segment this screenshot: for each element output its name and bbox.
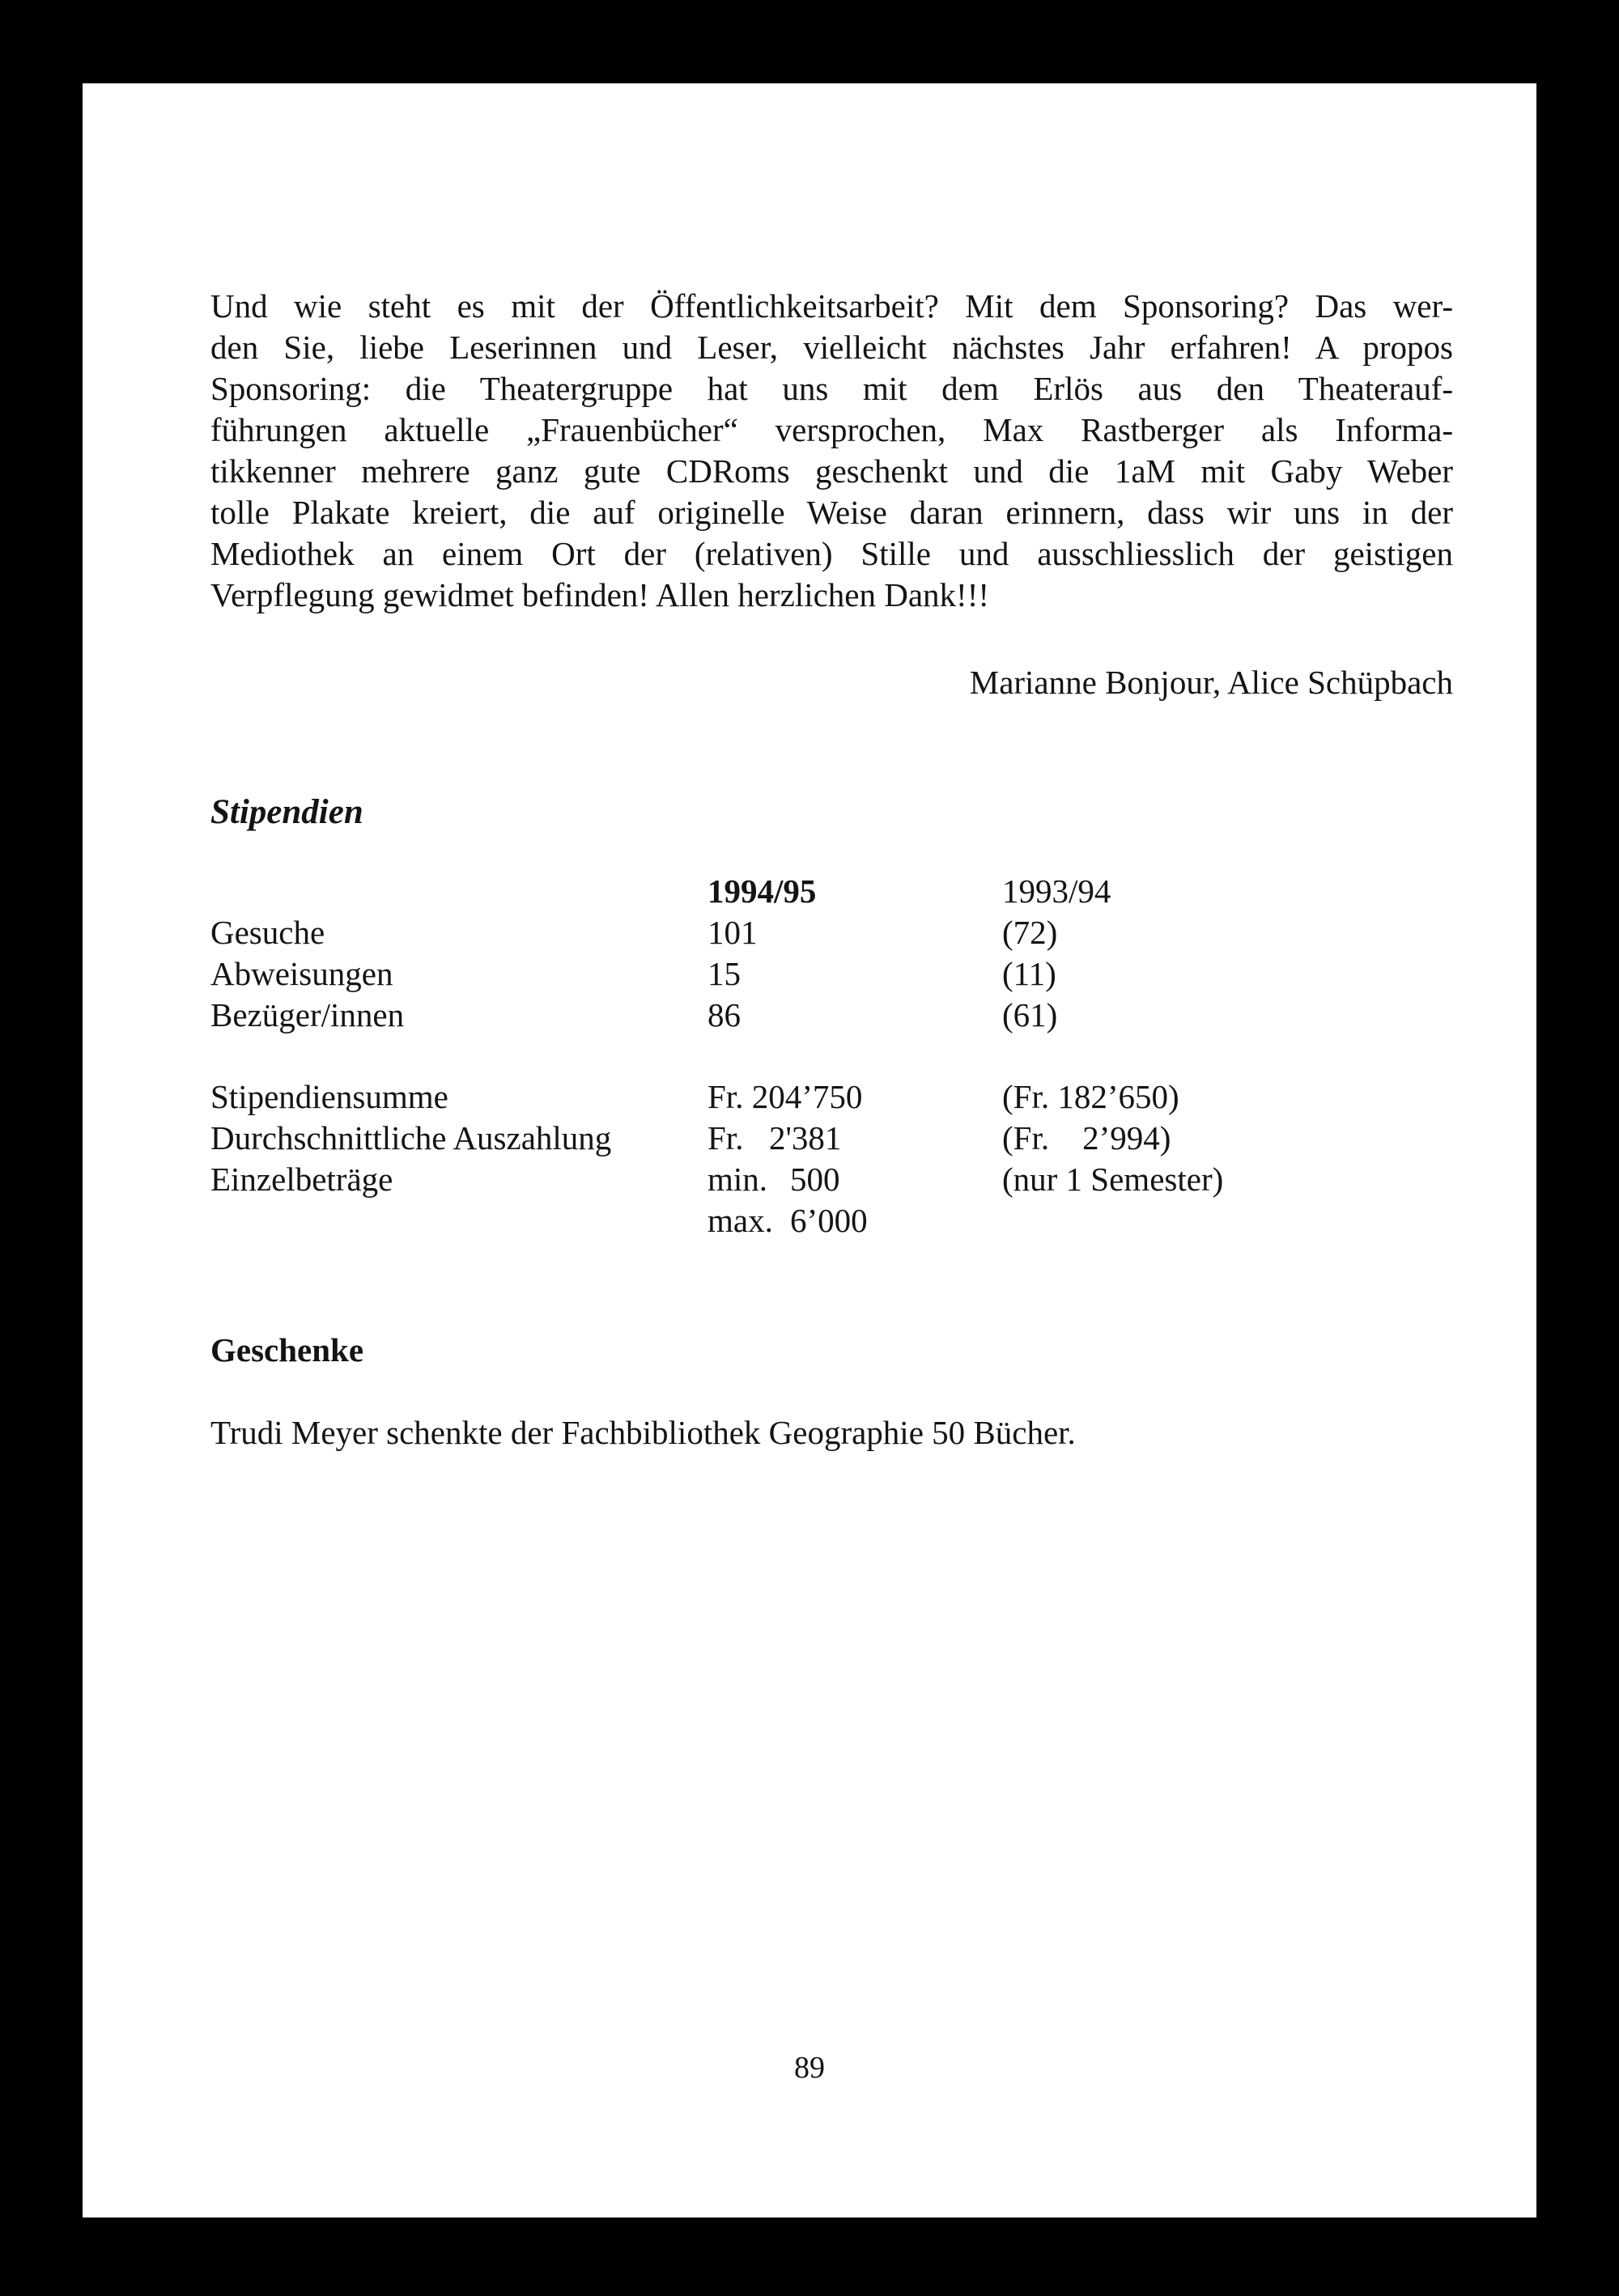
amount-prefix: Fr. xyxy=(708,1119,744,1156)
amount-prefix: max. xyxy=(708,1202,773,1239)
amount-value: 500 xyxy=(790,1161,840,1198)
header-current-year: 1994/95 xyxy=(708,872,817,910)
row-current xyxy=(708,1118,841,1159)
row-label: Abweisungen xyxy=(210,955,393,992)
row-label: Einzelbeträge xyxy=(210,1161,393,1198)
row-previous: (61) xyxy=(1002,996,1058,1033)
paragraph-line: Verpflegung gewidmet befinden! Allen herzlichen Dank!!! xyxy=(210,576,989,613)
row-current xyxy=(708,1159,840,1200)
row-label: Stipendiensumme xyxy=(210,1078,448,1115)
paragraph-line: Und wie steht es mit der Öffentlichkeitsarbeit? Mit dem Sponsoring? Das wer- xyxy=(210,287,1453,325)
header-previous-year: 1993/94 xyxy=(1002,872,1111,910)
row-previous: (11) xyxy=(1002,955,1056,992)
paragraph-line: Sponsoring: die Theatergruppe hat uns mit dem Erlös aus den Theaterauf- xyxy=(210,370,1453,407)
table-row xyxy=(210,1076,1453,1118)
row-label: Bezüger/innen xyxy=(210,996,405,1033)
paragraph-line: führungen aktuelle „Frauenbücher“ versprochen, Max Rastberger als Informa- xyxy=(210,411,1453,448)
stipendien-heading: Stipendien xyxy=(210,793,363,831)
document-page xyxy=(83,83,1536,2217)
table-row xyxy=(210,1118,1453,1159)
table-row xyxy=(210,995,1453,1036)
paragraph-line: den Sie, liebe Leserinnen und Leser, vielleicht nächstes Jahr erfahren! A propos xyxy=(210,329,1453,366)
row-current xyxy=(708,1076,862,1118)
geschenke-heading: Geschenke xyxy=(210,1331,364,1369)
row-current: 15 xyxy=(708,955,741,992)
table-row xyxy=(210,953,1453,995)
row-current: 101 xyxy=(708,914,758,951)
paragraph-line: Mediothek an einem Ort der (relativen) Stille und ausschliesslich der geistigen xyxy=(210,535,1453,572)
amount-value: 204’750 xyxy=(751,1078,863,1115)
row-previous: (Fr. 182’650) xyxy=(1002,1078,1179,1115)
table-spacer xyxy=(210,1036,1453,1076)
amount-value: 6’000 xyxy=(790,1202,868,1239)
table-header-row xyxy=(210,871,1453,912)
row-label: Gesuche xyxy=(210,914,325,951)
amount-prefix: Fr. xyxy=(708,1078,744,1115)
row-previous: (72) xyxy=(1002,914,1058,951)
amount-prefix: min. xyxy=(708,1161,768,1198)
intro-paragraph xyxy=(210,286,1453,616)
row-current xyxy=(708,1200,868,1241)
geschenke-text: Trudi Meyer schenkte der Fachbibliothek Geographie 50 Bücher. xyxy=(210,1414,1076,1451)
paragraph-line: tolle Plakate kreiert, die auf originelle Weise daran erinnern, dass wir uns in der xyxy=(210,494,1453,531)
page-number: 89 xyxy=(794,2051,825,2085)
signature: Marianne Bonjour, Alice Schüpbach xyxy=(969,664,1453,701)
stipendien-table xyxy=(210,871,1453,1241)
row-current: 86 xyxy=(708,996,741,1033)
paragraph-line: tikkenner mehrere ganz gute CDRoms geschenkt und die 1aM mit Gaby Weber xyxy=(210,452,1453,490)
amount-value: 2'381 xyxy=(769,1119,842,1156)
row-label: Durchschnittliche Auszahlung xyxy=(210,1119,612,1156)
row-previous: (Fr. 2’994) xyxy=(1002,1119,1171,1156)
table-row xyxy=(210,1159,1453,1200)
row-previous: (nur 1 Semester) xyxy=(1002,1161,1224,1198)
table-row xyxy=(210,1200,1453,1241)
table-row xyxy=(210,912,1453,953)
